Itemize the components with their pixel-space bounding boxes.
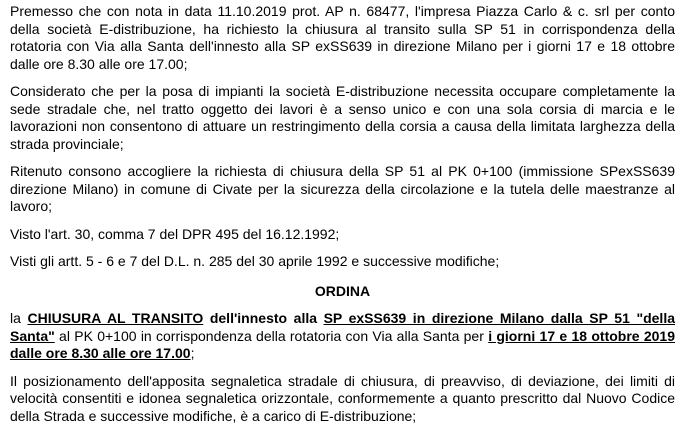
ordina-suffix: ; (191, 345, 195, 361)
ordina-closure: CHIUSURA AL TRANSITO (28, 310, 204, 326)
document-page (10, 0, 675, 425)
paragraph-ordina (10, 310, 675, 363)
ordina-road: SP exSS639 in direzione Milano dalla SP 51 "della Santa" (10, 310, 675, 344)
ordina-middle: dell'innesto alla (203, 310, 323, 326)
paragraph-premesso: Premesso che con nota in data 11.10.2019 prot. AP n. 68477, l'impresa Piazza Carlo & c. srl per conto della società E-distribuzione, ha richiesto la chiusura al transito sulla SP 51 in corrispondenza della rotatoria con Via alla Santa dell'innesto alla SP exSS639 in direzione Milano per i giorni 17 e 18 ottobre dalle ore 8.30 alle ore 17.00; (10, 3, 675, 73)
paragraph-visti: Visti gli artt. 5 - 6 e 7 del D.L. n. 285 del 30 aprile 1992 e successive modifiche; (10, 253, 675, 271)
paragraph-considerato: Considerato che per la posa di impianti la società E-distribuzione necessita occupare completamente la sede stradale che, nel tratto oggetto dei lavori è a senso unico e con una sola corsia di marcia e le lavorazioni non consentono di attuare un restringimento della corsia a causa della limitata larghezza della strada provinciale; (10, 83, 675, 153)
paragraph-ritenuto: Ritenuto consono accogliere la richiesta di chiusura della SP 51 al PK 0+100 (immissione SPexSS639 direzione Milano) in comune di Civate per la sicurezza della circolazione e la tutela delle maestranze al lavoro; (10, 163, 675, 216)
paragraph-posizionamento: Il posizionamento dell'apposita segnaletica stradale di chiusura, di preavviso, di deviazione, dei limiti di velocità consentiti e idonea segnaletica orizzontale, conformemente a quanto prescritto dal Nuovo Codice della Strada e successive modifiche, è a carico di E-distribuzione; (10, 373, 675, 425)
ordina-prefix: la (10, 310, 28, 326)
section-heading-ordina: ORDINA (10, 283, 675, 301)
ordina-location: al PK 0+100 in corrispondenza della rotatoria con Via alla Santa per (55, 328, 488, 344)
ordina-dates: i giorni 17 e 18 ottobre 2019 dalle ore 8.30 alle ore 17.00 (10, 328, 675, 362)
paragraph-visto: Visto l'art. 30, comma 7 del DPR 495 del 16.12.1992; (10, 226, 675, 244)
